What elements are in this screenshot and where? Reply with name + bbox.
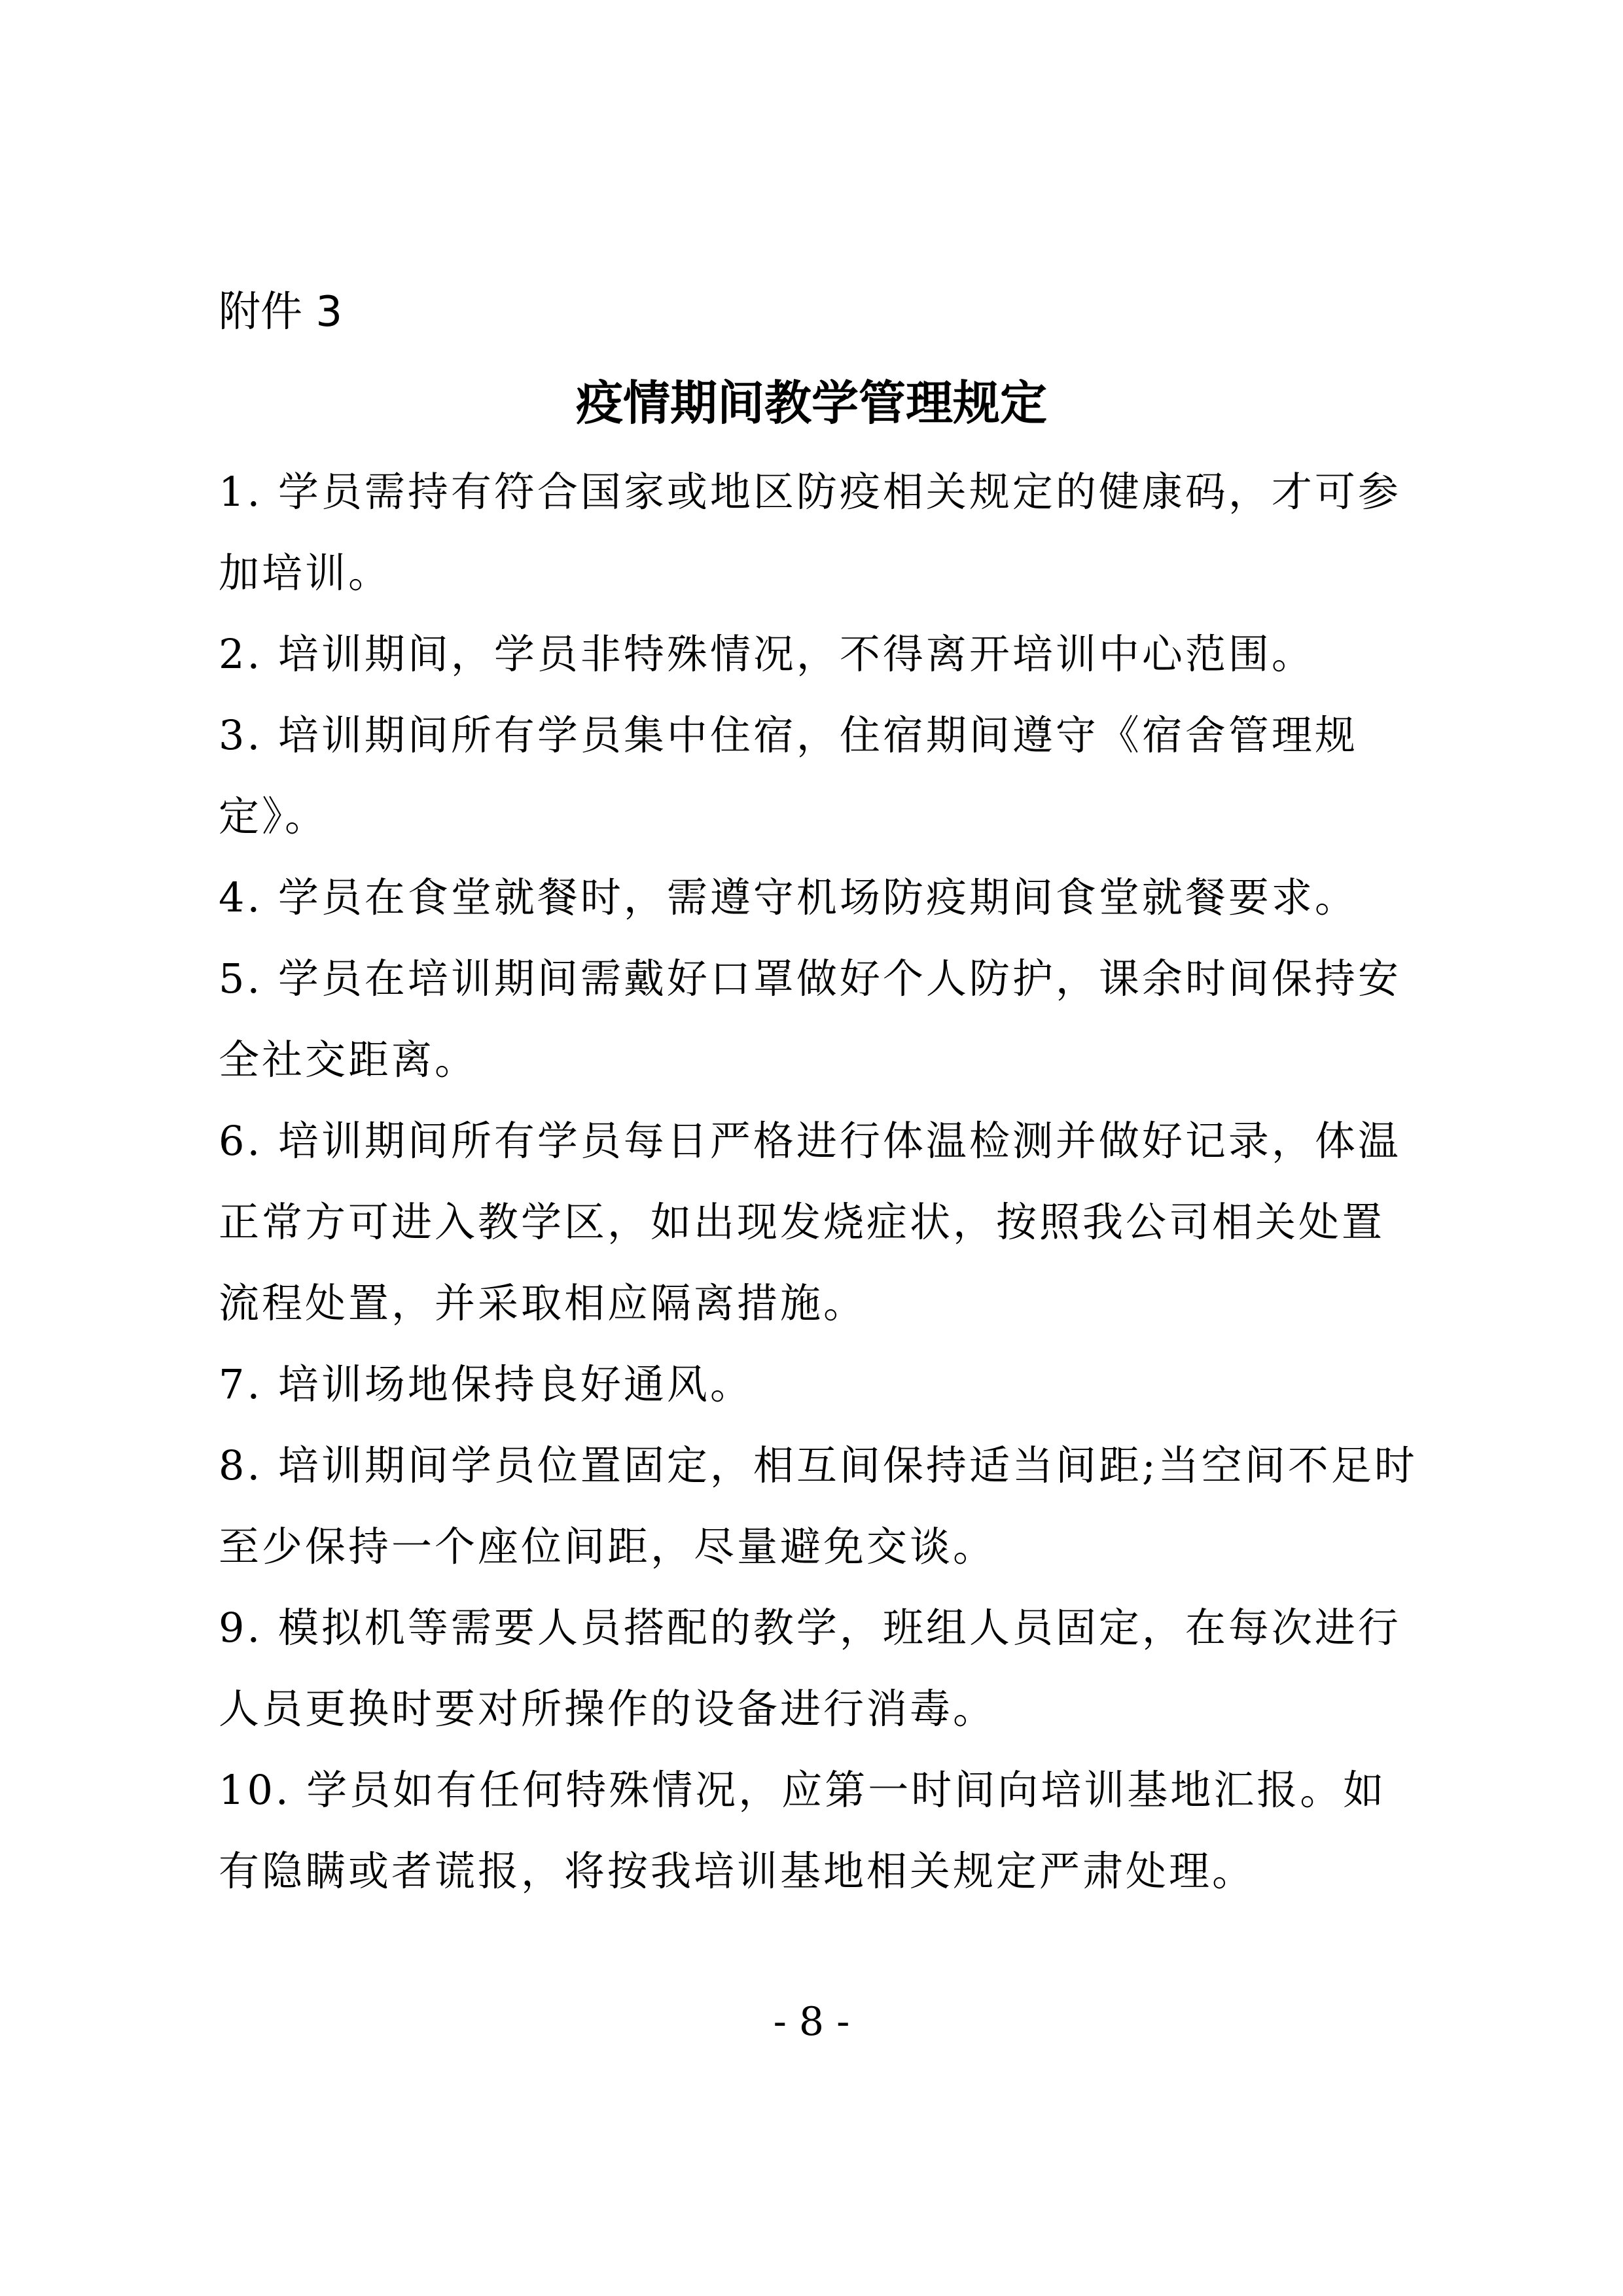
rule-item-8: 8. 培训期间学员位置固定，相互间保持适当间距;当空间不足时至少保持一个座位间距，尽量避免交谈。 xyxy=(219,1441,1418,1570)
page-number: - 8 - xyxy=(773,1999,850,2045)
rule-item-9: 9. 模拟机等需要人员搭配的教学，班组人员固定，在每次进行人员更换时要对所操作的设备进行消毒。 xyxy=(219,1604,1401,1733)
rule-item-10: 10. 学员如有任何特殊情况，应第一时间向培训基地汇报。如有隐瞒或者谎报，将按我培训基地相关规定严肃处理。 xyxy=(219,1766,1387,1895)
rule-item-7: 7. 培训场地保持良好通风。 xyxy=(219,1360,753,1408)
rules-list xyxy=(219,451,1421,1912)
attachment-label: 附件 3 xyxy=(219,288,343,336)
rule-item-2: 2. 培训期间，学员非特殊情况，不得离开培训中心范围。 xyxy=(219,630,1315,678)
rule-item-5: 5. 学员在培训期间需戴好口罩做好个人防护，课余时间保持安全社交距离。 xyxy=(219,955,1401,1084)
rule-item-6: 6. 培训期间所有学员每日严格进行体温检测并做好记录，体温正常方可进入教学区，如出现发烧症状，按照我公司相关处置流程处置，并采取相应隔离措施。 xyxy=(219,1117,1401,1327)
rule-item-3: 3. 培训期间所有学员集中住宿，住宿期间遵守《宿舍管理规定》。 xyxy=(219,711,1358,840)
rule-item-1: 1. 学员需持有符合国家或地区防疫相关规定的健康码，才可参加培训。 xyxy=(219,468,1401,597)
document-title: 疫情期间教学管理规定 xyxy=(575,376,1047,431)
rule-item-4: 4. 学员在食堂就餐时，需遵守机场防疫期间食堂就餐要求。 xyxy=(219,874,1358,921)
